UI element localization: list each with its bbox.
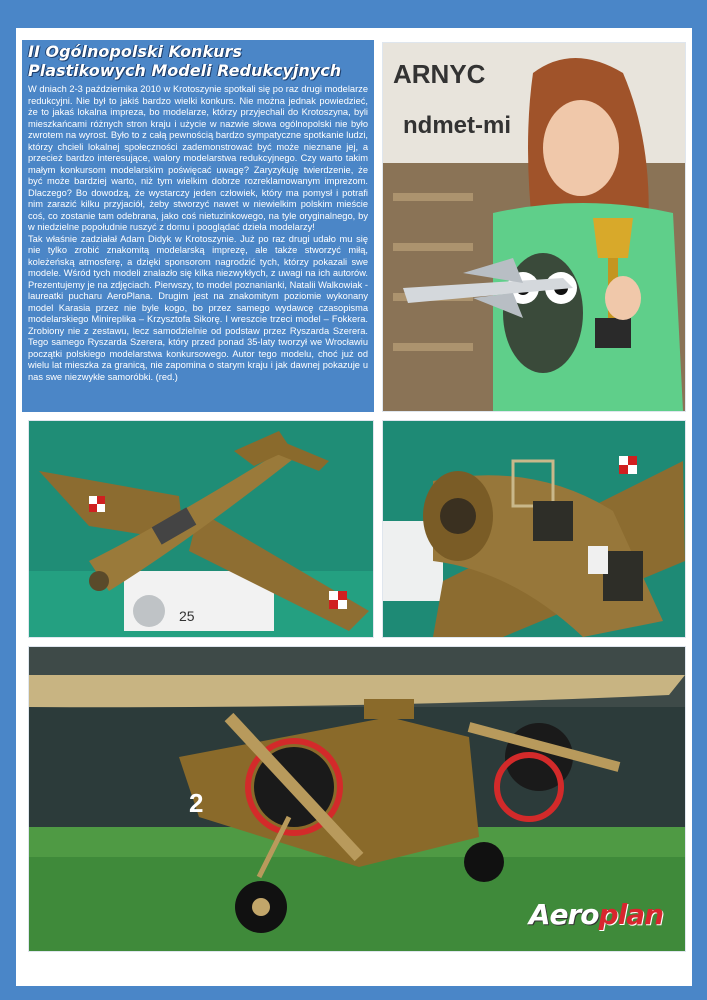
logo-part-aero: Aero — [528, 898, 599, 931]
photo-p11-model-top — [28, 420, 374, 638]
fokker-marking: 2 — [189, 788, 204, 818]
title-line-1: II Ogólnopolski Konkurs — [28, 42, 242, 61]
article-paragraph-2: Tak właśnie zadziałał Adam Didyk w Krotoszynie. Już po raz drugi udało mu się nie tylko zrobić znakomitą modelarską imprezę, ale także stworzyć miłą, koleżeńską atmosferę, a dzięki sponsorom nagrodzić tych, którzy pokazali swe modele. Wśród tych modeli znalazło się kilka niezwykłych, z uwagi na ich autorów. Prezentujemy je na zdjęciach. Pierwszy, to model poznanianki, Natalii Walkowiak - laureatki pucharu AeroPlana. Drugim jest na znakomitym poziomie wykonany model Karasia przez nie byle kogo, bo przez samego wydawcę czasopisma modelarskiego Minireplika – Krzysztofa Sikorę. I wreszcie trzeci model – Fokkera. Zrobiony nie z zestawu, lecz samodzielnie od podstaw przez Ryszarda Szerera. Tego samego Ryszarda Szerera, który przed ponad 35-laty tworzył we Wrocławiu początki polskiego modelarstwa konkursowego. Autor tego modelu, choć już od wielu lat mieszka za granicą, nie zapomina o starym kraju i jak dawnej pokazuje u nas swe niezwykłe samoróbki. (red.) — [28, 233, 368, 382]
article-body — [28, 84, 368, 383]
banner-text-2: ndmet-mi — [403, 112, 511, 139]
title-line-2: Plastikowych Modeli Redukcyjnych — [28, 61, 342, 80]
aeroplan-logo — [529, 898, 663, 931]
article-paragraph-1: W dniach 2-3 października 2010 w Krotoszynie spotkali się po raz drugi modelarze redukcyjni. Nie był to jakiś bardzo wielki konkurs. Nie można jednak powiedzieć, że to jakaś lokalna impreza, bo modelarze, którzy przyjechali do Krotoszyna, byli mieszkańcami różnych stron kraju i użycie w nazwie słowa ogólnopolski nie było zwrotem na wyrost. Było to z całą pewnością bardzo sympatyczne spotkanie ludzi, którzy chcieli lokalnej społeczności zademonstrować być może nieznane jej, a przecież bardzo interesujące, walory modelarstwa redukcyjnego. Czy warto takim małym konkursom modelarskim poświęcać uwagę? Zaryzykuję twierdzenie, że być może bardziej warto, niż tym wielkim dobrze rozreklamowanym imprezom. Dlaczego? Bo dowodzą, że wystarczy jeden człowiek, który ma pomysł i potrafi nim zarazić kilku przyjaciół, żeby stworzyć nawet w niewielkim polskim mieście coś, co zostanie tam odebrana, jako coś nietuzinkowego, na tyle oryginalnego, by w niedzielne popołudnie ruszyć z domu i pooglądać dzieła modelarzy! — [28, 84, 368, 232]
logo-part-plan: plan — [598, 898, 663, 931]
article-panel — [22, 40, 374, 412]
photo-p11-model-cockpit — [382, 420, 686, 638]
p11-score-mark: 25 — [179, 608, 195, 624]
article-title — [28, 42, 368, 80]
banner-text-1: ARNYC — [393, 59, 486, 89]
photo-fokker-model — [28, 646, 686, 952]
photo-girl-with-trophy — [382, 42, 686, 412]
